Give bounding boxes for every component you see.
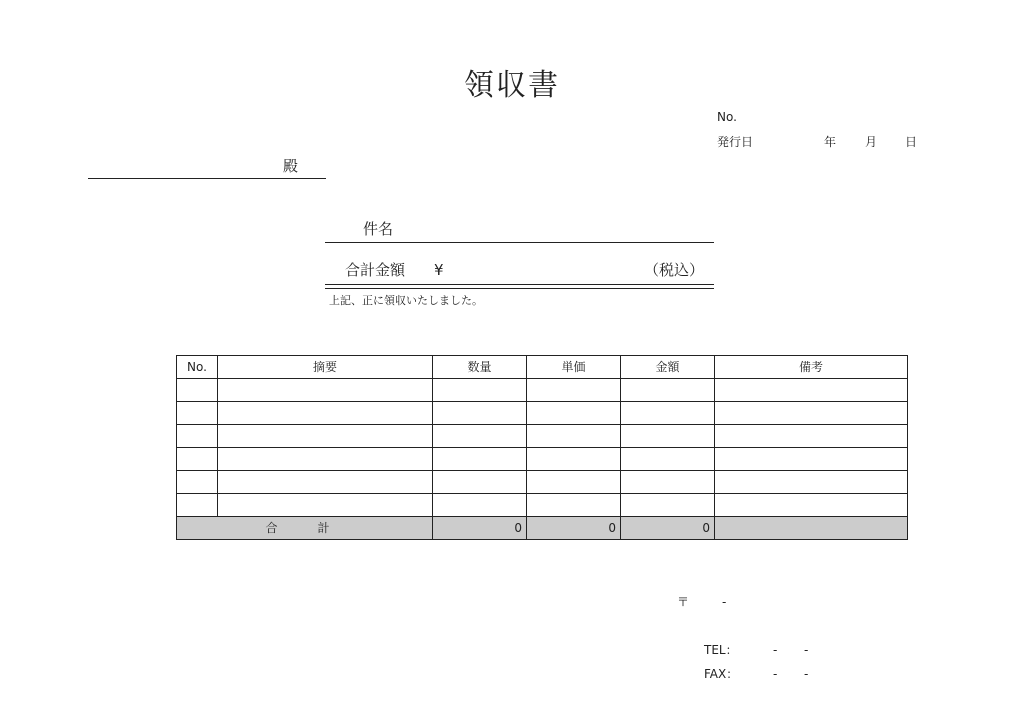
cell-amount: [621, 402, 715, 425]
table-row: [177, 448, 908, 471]
cell-unit-price: [527, 402, 621, 425]
total-remarks: [715, 517, 908, 540]
addressee-honorific: 殿: [283, 157, 299, 175]
cell-description: [218, 471, 433, 494]
cell-remarks: [715, 402, 908, 425]
cell-remarks: [715, 448, 908, 471]
cell-remarks: [715, 425, 908, 448]
total-row-label: 合 計: [177, 517, 433, 540]
table-row: [177, 494, 908, 517]
addressee-underline: [88, 178, 326, 179]
column-header-quantity: 数量: [433, 356, 527, 379]
page-title: 領収書: [464, 68, 560, 103]
cell-quantity: [433, 448, 527, 471]
items-table: [176, 355, 908, 540]
fax-separator: -: [804, 667, 809, 681]
cell-unit-price: [527, 379, 621, 402]
subject-underline: [325, 242, 714, 243]
column-header-remarks: 備考: [715, 356, 908, 379]
subject-label: 件名: [363, 220, 394, 238]
cell-description: [218, 425, 433, 448]
total-amount-label: 合計金額: [345, 261, 406, 279]
day-label: 日: [905, 135, 918, 149]
postal-code-mark: 〒: [677, 595, 690, 609]
table-total-row: [177, 517, 908, 540]
cell-description: [218, 402, 433, 425]
cell-no: [177, 494, 218, 517]
cell-amount: [621, 448, 715, 471]
fax-separator: -: [773, 667, 778, 681]
receipt-statement: 上記、正に領収いたしました。: [329, 294, 483, 307]
cell-quantity: [433, 471, 527, 494]
cell-amount: [621, 379, 715, 402]
cell-description: [218, 379, 433, 402]
cell-quantity: [433, 379, 527, 402]
cell-description: [218, 448, 433, 471]
cell-description: [218, 494, 433, 517]
column-header-description: 摘要: [218, 356, 433, 379]
cell-amount: [621, 471, 715, 494]
postal-code-separator: -: [722, 595, 727, 609]
cell-no: [177, 471, 218, 494]
cell-quantity: [433, 494, 527, 517]
table-row: [177, 425, 908, 448]
cell-no: [177, 379, 218, 402]
tax-included-note: （税込）: [644, 261, 705, 279]
table-row: [177, 379, 908, 402]
column-header-amount: 金額: [621, 356, 715, 379]
cell-no: [177, 448, 218, 471]
cell-quantity: [433, 425, 527, 448]
cell-remarks: [715, 471, 908, 494]
cell-amount: [621, 494, 715, 517]
issue-date-label: 発行日: [717, 135, 754, 149]
total-unit-price: 0: [527, 517, 621, 540]
receipt-number-label: No.: [717, 110, 737, 124]
cell-remarks: [715, 494, 908, 517]
total-amount: 0: [621, 517, 715, 540]
cell-unit-price: [527, 471, 621, 494]
column-header-no: No.: [177, 356, 218, 379]
tel-label: TEL：: [704, 643, 738, 657]
cell-unit-price: [527, 425, 621, 448]
currency-symbol: ¥: [434, 261, 444, 279]
cell-no: [177, 402, 218, 425]
table-header-row: [177, 356, 908, 379]
year-label: 年: [824, 135, 837, 149]
cell-unit-price: [527, 494, 621, 517]
total-amount-double-underline: [325, 284, 714, 289]
cell-unit-price: [527, 448, 621, 471]
table-row: [177, 402, 908, 425]
cell-amount: [621, 425, 715, 448]
tel-separator: -: [804, 643, 809, 657]
column-header-unit-price: 単価: [527, 356, 621, 379]
cell-no: [177, 425, 218, 448]
table-row: [177, 471, 908, 494]
month-label: 月: [865, 135, 878, 149]
cell-remarks: [715, 379, 908, 402]
total-quantity: 0: [433, 517, 527, 540]
tel-separator: -: [773, 643, 778, 657]
cell-quantity: [433, 402, 527, 425]
fax-label: FAX：: [704, 667, 739, 681]
